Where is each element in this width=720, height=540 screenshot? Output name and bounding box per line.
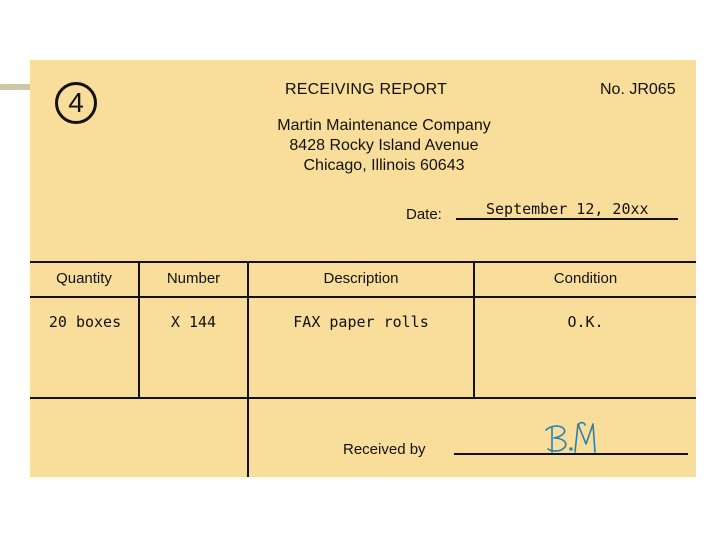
- company-name: Martin Maintenance Company: [277, 117, 491, 134]
- slide-accent-line: [0, 84, 30, 90]
- company-city: Chicago, Illinois 60643: [303, 157, 465, 174]
- cell-quantity: 20 boxes: [48, 313, 122, 331]
- header-description: Description: [323, 270, 399, 287]
- date-underline: [456, 218, 678, 220]
- step-number-badge: [55, 82, 97, 124]
- column-divider-2: [247, 261, 249, 477]
- receiving-report-card: [30, 60, 696, 477]
- cell-number: X 144: [170, 313, 217, 331]
- table-top-border: [30, 261, 696, 263]
- company-address: [254, 116, 514, 176]
- date-label: Date:: [406, 206, 442, 223]
- step-number: 4: [68, 87, 84, 118]
- report-number: No. JR065: [600, 81, 676, 98]
- cell-description: FAX paper rolls: [293, 313, 429, 331]
- header-divider: [30, 296, 696, 298]
- header-quantity: Quantity: [56, 270, 112, 287]
- signature: [540, 418, 610, 458]
- received-by-label: Received by: [343, 441, 426, 458]
- report-title: RECEIVING REPORT: [285, 81, 448, 98]
- company-street: 8428 Rocky Island Avenue: [289, 137, 479, 154]
- date-value: September 12, 20xx: [486, 200, 649, 218]
- table-bottom-border: [30, 397, 696, 399]
- cell-condition: O.K.: [567, 313, 604, 331]
- header-condition: Condition: [553, 270, 618, 287]
- header-number: Number: [166, 270, 221, 287]
